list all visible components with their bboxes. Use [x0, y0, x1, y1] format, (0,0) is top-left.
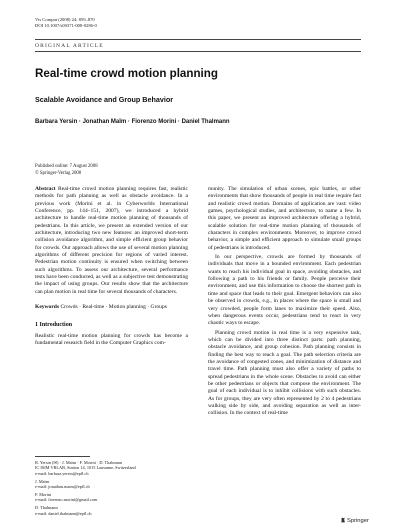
footnote-block [35, 505, 195, 516]
footnote-email[interactable]: e-mail: fiorenzo.morini@gmail.com [35, 497, 98, 503]
footnote-rule [35, 456, 90, 457]
author-list: Barbara Yersin · Jonathan Maïm · Fiorenzo Morini · Daniel Thalmann [35, 119, 230, 125]
footnote-line: J. Maïm [35, 478, 50, 484]
right-paragraph-1: munity. The simulation of urban scenes, epic battles, or other environments that show thousands of people in real time require fast and realistic crowd motion. Domains of application are vast: video games, psychological studies, and architecture, to name a few. In this paper, we present an improved architecture offering a hybrid, scalable solution for real-time motion planning of thousands of characters in complex environments. Moreover, to improve crowd behavior, a simple and efficient approach to simulate small groups of pedestrians is introduced. [208, 186, 361, 251]
right-column [208, 186, 361, 418]
keywords [35, 304, 188, 311]
journal-header [35, 17, 97, 29]
left-column [35, 186, 188, 348]
abstract [35, 186, 188, 296]
footnote-email[interactable]: e-mail: barbara.yersin@epfl.ch [35, 470, 89, 476]
abstract-label: Abstract [35, 186, 56, 192]
footnote-block [35, 479, 195, 490]
publisher-logo [340, 517, 369, 524]
footnote-email[interactable]: e-mail: daniel.thalmann@epfl.ch [35, 510, 92, 516]
footnote-line: D. Thalmann [35, 505, 58, 511]
keywords-label: Keywords [35, 304, 60, 311]
footnote-line: F. Morini [35, 492, 52, 498]
footnote-block [35, 460, 195, 476]
header-rule-top [35, 39, 361, 40]
footnote-line: B. Yersin (✉) · J. Maïm · F. Morini · D. Thalmann [35, 460, 122, 465]
intro-paragraph: Realistic real-time motion planning for crowds has become a fundamental research field in the Computer Graphics com- [35, 332, 188, 347]
header-rule-bottom [35, 51, 361, 52]
right-paragraph-3: Planning crowd motion in real time is a very expensive task, which can be divided into three distinct parts: path planning, obstacle avoidance, and group cohesion. Path planning consists in finding the best way to reach a goal. The path selection criteria are the avoidance of congested zones, and minimization of distance and travel time. Path planning must also offer a variety of paths to spread pedestrians in the whole scene. Obstacles to avoid can either be other pedestrians or objects that compose the environment. The goal of each individual is to inhibit collisions with such obstacles. As for groups, they are very often represented by 2 to 4 pedestrians walking side by side, and avoiding separation as well as inter-collision. In the context of real-time [208, 329, 361, 417]
journal-citation: Vis Comput (2008) 24: 859–870 [35, 17, 95, 22]
footnote-block [35, 492, 195, 503]
journal-doi: DOI 10.1007/s00371-008-0286-0 [35, 23, 97, 28]
paper-title: Real-time crowd motion planning [35, 67, 218, 80]
abstract-text: Real-time crowd motion planning requires fast, realistic methods for path planning as well as obstacle avoidance. In a previous work (Morini et al. in Cyberworlds International Conference, pp. 144–151, 2007), we introduced a hybrid architecture to handle real-time motion planning of thousands of pedestrians. In this article, we present an extended version of our architecture, introducing two new features: an improved short-term collision avoidance algorithm, and simple efficient group behavior for crowds. Our approach allows the use of several motion planning algorithms of different precision for regions of varied interest. Pedestrian motion continuity is ensured when switching between such algorithms. To assess our architecture, several performance tests have been conducted, as well as a subjective test demonstrating the impact of using groups. Our results show that the architecture can plan motion in real time for several thousands of characters. [35, 186, 189, 295]
section-heading-introduction: 1 Introduction [35, 321, 73, 328]
paper-subtitle: Scalable Avoidance and Group Behavior [35, 95, 174, 104]
published-date: Published online: 7 August 2008 [35, 164, 98, 169]
springer-horse-icon [340, 517, 346, 523]
right-paragraph-2: In our perspective, crowds are formed by thousands of individuals that move in a bounded environment. Each pedestrian wants to reach his individual goal in space, avoiding obstacles, and following a path to his friends or family. People perceive their environment, and use this information to choose the shortest path in time and space that leads to their goal. Emergent behaviors can also be observed in crowds, e.g., in places where the space is small and very crowded, people form lanes to maximize their speed. Also, when dangerous events occur, pedestrians tend to react in very chaotic ways to escape. [208, 254, 361, 327]
footnotes [35, 460, 195, 519]
copyright: © Springer-Verlag 2008 [35, 170, 82, 176]
publication-info [35, 164, 98, 177]
footnote-email[interactable]: e-mail: jonathan.maim@epfl.ch [35, 484, 90, 490]
article-type: ORIGINAL ARTICLE [35, 43, 104, 49]
footnote-line: IC ISIM VRLAB, Station 14, 1015 Lausanne, Switzerland [35, 465, 136, 471]
keywords-text: Crowds · Real-time · Motion planning · Groups [60, 304, 167, 311]
publisher-name: Springer [347, 518, 369, 524]
